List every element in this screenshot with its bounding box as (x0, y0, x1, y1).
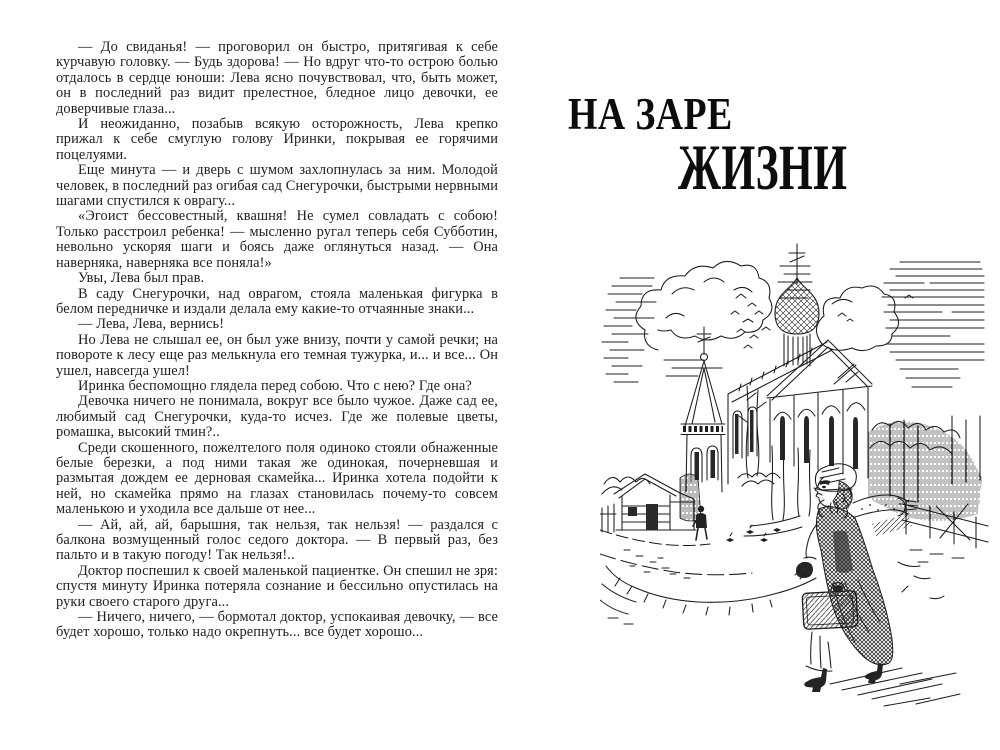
sky-birds (731, 294, 913, 348)
chapter-title-line-2: ЖИЗНИ (678, 132, 848, 204)
paragraph: Среди скошенного, пожелтелого поля одиноко стояли обнаженные белые березки, а под ними такая же одинокая, почерневшая и размытая дождем ее дерновая скамейка... Иринка хотела подойти к ней, но скамейка прямо на глазах становилась почему-то совсем маленькою и уходила все дальше от нее... (56, 439, 498, 518)
fence-grass (910, 550, 964, 562)
paragraph: Девочка ничего не понимала, вокруг все было чужое. Даже сад ее, любимый сад Снегурочки, куда-то исчез. Где же полевые цветы, ромашка, высокий тмин?.. (56, 393, 498, 441)
paragraph: Иринка беспомощно глядела перед собою. Что с нею? Где она? (78, 377, 472, 394)
paragraph: Но Лева не слышал ее, он был уже внизу, почти у самой речки; на повороте к лесу еще раз мелькнула его темная тужурка, и... и все... Он ушел, навсегда ушел! (56, 331, 498, 379)
facade-window-slit (829, 416, 834, 466)
paragraph: — Лева, Лева, вернись! (78, 316, 225, 333)
paragraph: Доктор поспешил к своей маленькой пациентке. Он спешил не зря: спустя минуту Иринка потеряла сознание и бессильно опустилась на руки своего старого друга... (56, 562, 498, 610)
chapter-illustration (600, 232, 995, 732)
lips (817, 494, 822, 495)
grass-ticks (615, 578, 772, 615)
gable (767, 340, 872, 400)
village-house (600, 474, 701, 532)
paragraph: «Эгоист бессовестный, квашня! Не сумел совладать с собою! Только расстроил ребенка! — мысленно ругал теперь себя Субботин, невольно ускоряя шаги и боясь даже оглянуться назад. — Она наверняка, наверняка все поняла!» (56, 208, 498, 271)
hair-bun (833, 481, 852, 509)
paragraph: Увы, Лева был прав. (78, 270, 205, 287)
house-window (628, 507, 637, 516)
paragraph: Еще минута — и дверь с шумом захлопнулась за ним. Молодой человек, в последний раз огибая сад Снегурочки, быстрыми нервными шагами спустился к оврагу... (56, 162, 498, 210)
country-road (600, 516, 944, 624)
ground-shadow-strokes (830, 668, 960, 706)
bush-mass (868, 421, 982, 521)
front-arm (806, 524, 817, 558)
glove (796, 562, 813, 578)
facade-window-slit (780, 416, 785, 460)
paragraph: В саду Снегурочки, над оврагом, стояла маленькая фигурка в белом передничке и издали делала ему какие-то отчаянные знаки... (56, 285, 498, 317)
eye (822, 486, 826, 489)
birds-on-road (726, 528, 781, 542)
facade-window-slit (853, 417, 858, 469)
facade-arches (774, 403, 865, 420)
tower-ball (701, 354, 708, 361)
house-palings (600, 504, 616, 532)
house-door (646, 504, 658, 530)
bare-trees (738, 386, 810, 520)
front-boot (804, 668, 827, 688)
tower-cross-icon (697, 327, 711, 354)
cloud-right-inner (832, 299, 852, 304)
house-bushes (602, 477, 650, 494)
facade-window-slit (804, 416, 809, 463)
petticoat (806, 632, 832, 671)
ground-marks (898, 562, 944, 599)
bushes-and-fence (868, 416, 988, 562)
left-page-text (56, 40, 498, 641)
onion-dome (775, 278, 819, 334)
beret-hat (814, 464, 856, 492)
hill-edge (606, 566, 816, 602)
tent-spire (685, 361, 722, 426)
sky-hatch-right (882, 262, 984, 387)
church-with-onion-dome (728, 244, 872, 484)
paragraph: — Ничего, ничего, — бормотал доктор, успокаивая девочку, — все будет хорошо, только надо окрепнуть... все будет хорошо... (56, 609, 498, 641)
chapter-title-line-1: НА ЗАРЕ (568, 89, 733, 139)
cloud-left-inner (666, 278, 752, 318)
paragraph: — Ай, ай, ай, барышня, так нельзя, так нельзя! — раздался с балкона возмущенный голос седого доктора. — В первый раз, без пальто и в такую погоду! Так нельзя!.. (56, 516, 498, 564)
bell-tower (681, 327, 725, 492)
paragraph: — До свиданья! — проговорил он быстро, притягивая к себе курчавую головку. — Будь здорова! — Но вдруг что-то острою болью отдалось в сердце юноши: Лева ясно почувствовал, что, быть может, он в последний раз видит прелестное, бледное лицо девочки, ее доверчивые глаза... (56, 39, 498, 117)
back-boot (865, 663, 883, 680)
paragraph: И неожиданно, позабыв всякую осторожность, Лева крепко прижал к себе смуглую голову Иринки, покрывая ее горячими поцелуями. (56, 116, 498, 163)
